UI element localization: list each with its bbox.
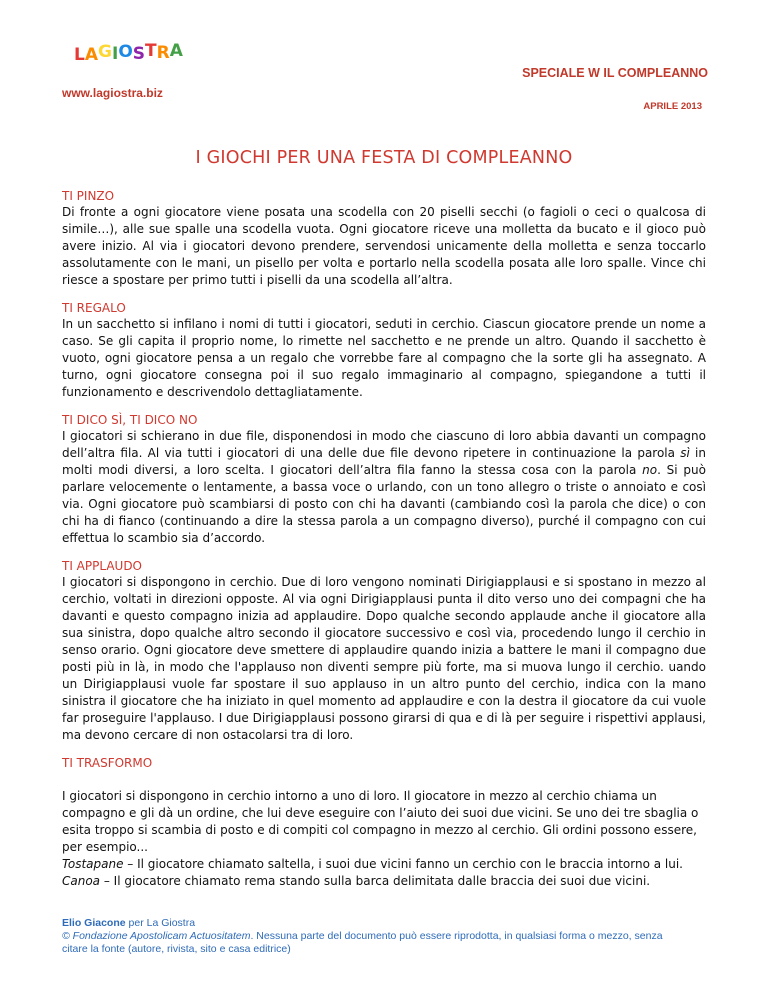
emphasis-si: sì [680,446,690,460]
special-issue-label: SPECIALE W IL COMPLEANNO [522,66,708,80]
section-heading: TI REGALO [62,301,126,315]
author-suffix: per La Giostra [125,917,196,929]
footer-copyright [62,930,682,956]
footer-author-line [62,917,682,930]
la-giostra-logo [72,36,183,66]
text-part: I giocatori si schierano in due file, disponendosi in modo che ciascuno di loro abbia davanti un compagno dell’altra fila. Al via tutti i giocatori di una delle due file devono ripetere in continuazione la parola [62,429,706,460]
item-term: Canoa [62,874,101,888]
page-title: I GIOCHI PER UNA FESTA DI COMPLEANNO [195,148,573,168]
section-text: Di fronte a ogni giocatore viene posata una scodella con 20 piselli secchi (o fagioli o ceci o qualcosa di simile…), alle sue spalle una scodella vuota. Ogni giocatore riceve una molletta da bucato e il gioco può avere inizio. Al via i giocatori devono prendere, servendosi unicamente della molletta e senza toccarlo assolutamente con le mani, un pisello per volta e portarlo nella scodella posata alle loro spalle. Vince chi riesce a spostare per primo tutti i piselli da una scodella all’altra. [62,205,706,287]
section-heading: TI PINZO [62,189,115,203]
item-text: – Il giocatore chiamato saltella, i suoi due vicini fanno un cerchio con le braccia intorno a lui. [123,857,683,871]
section-text [62,428,706,547]
item-term: Tostapane [62,857,124,871]
section-heading: TI TRASFORMO [62,756,153,770]
copyright-org: © Fondazione Apostolicam Actuositatem [62,930,251,942]
copyright-text: . Nessuna parte del documento può essere riprodotta, in qualsiasi forma o mezzo, senza citare la fonte (autore, rivista, sito e casa editrice) [62,930,663,955]
section-text: I giocatori si dispongono in cerchio intorno a uno di loro. Il giocatore in mezzo al cerchio chiama un compagno e gli dà un ordine, che lui deve eseguire con l’aiuto dei suoi due vicini. Se uno dei tre sbaglia o esita troppo si scambia di posto e di compiti col compagno in mezzo al cerchio. Gli ordini possono essere, per esempio... [62,789,699,854]
section-heading: TI APPLAUDO [62,559,143,573]
list-item [62,856,706,873]
section-heading: TI DICO SÌ, TI DICO NO [62,413,198,427]
list-item [62,873,706,890]
text-part: in molti modi diversi, a loro scelta. I giocatori dell’altra fila fanno la stessa cosa con la parola [62,446,706,477]
author-name: Elio Giacone [62,917,126,929]
emphasis-no: no [642,463,658,477]
section-text: In un sacchetto si infilano i nomi di tutti i giocatori, seduti in cerchio. Ciascun giocatore prende un nome a caso. Se gli capita il proprio nome, lo rimette nel sacchetto e ne prende un altro. Quando il sacchetto è vuoto, ogni giocatore pensa a un regalo che vorrebbe fare al compagno che la sorte gli ha assegnato. A turno, ogni giocatore consegna poi il suo regalo immaginario al compagno, spiegandone a tutti il funzionamento e descrivendolo dettagliatamente. [62,317,706,399]
item-text: – Il giocatore chiamato rema stando sulla barca delimitata dalle braccia dei suoi due vicini. [100,874,651,888]
document-body [62,188,706,901]
section-ti-pinzo [62,188,706,289]
issue-date: APRILE 2013 [643,101,702,112]
website-link[interactable]: www.lagiostra.biz [62,86,163,100]
svg-text:LAGIOSTRA: LAGIOSTRA [74,41,183,65]
section-ti-applaudo [62,558,706,744]
section-text: I giocatori si dispongono in cerchio. Due di loro vengono nominati Dirigiapplausi e si spostano in mezzo al cerchio, voltati in direzioni opposte. Al via ogni Dirigiapplausi punta il dito verso uno dei compagni che ha davanti e questo compagno inizia ad applaudire. Dopo qualche secondo applaude anche il giocatore alla sua sinistra, dopo qualche altro secondo il giocatore successivo e così via, procedendo lungo il cerchio in senso orario. Ogni giocatore deve smettere di applaudire quando inizia a battere le mani il compagno due posti più in là, in modo che l'applauso non diventi sempre più forte, ma si muova lungo il cerchio. uando un Dirigiapplausi vuole far spostare il suo applauso in un altro punto del cerchio, indica con la mano sinistra il giocatore che ha iniziato in quel momento ad applaudire e con la destra il giocatore da cui vuole far proseguire l'applauso. I due Dirigiapplausi possono girarsi di qua e di là per seguire i rispettivi applausi, ma devono cercare di non ostacolarsi tra di loro. [62,575,706,742]
section-ti-regalo [62,300,706,401]
footer [62,917,682,956]
section-ti-trasformo [62,755,706,890]
section-ti-dico-si-ti-dico-no [62,412,706,547]
text-part: . Si può parlare velocemente o lentamente, a bassa voce o urlando, con un tono allegro o triste o annoiato e così via. Ogni giocatore può scambiarsi di posto con chi ha davanti (cambiando così la parola che dice) o con chi ha di fianco (continuando a dire la stessa parola a un compagno diverso), purché il compagno con cui effettua lo scambio sia d’accordo. [62,463,706,545]
